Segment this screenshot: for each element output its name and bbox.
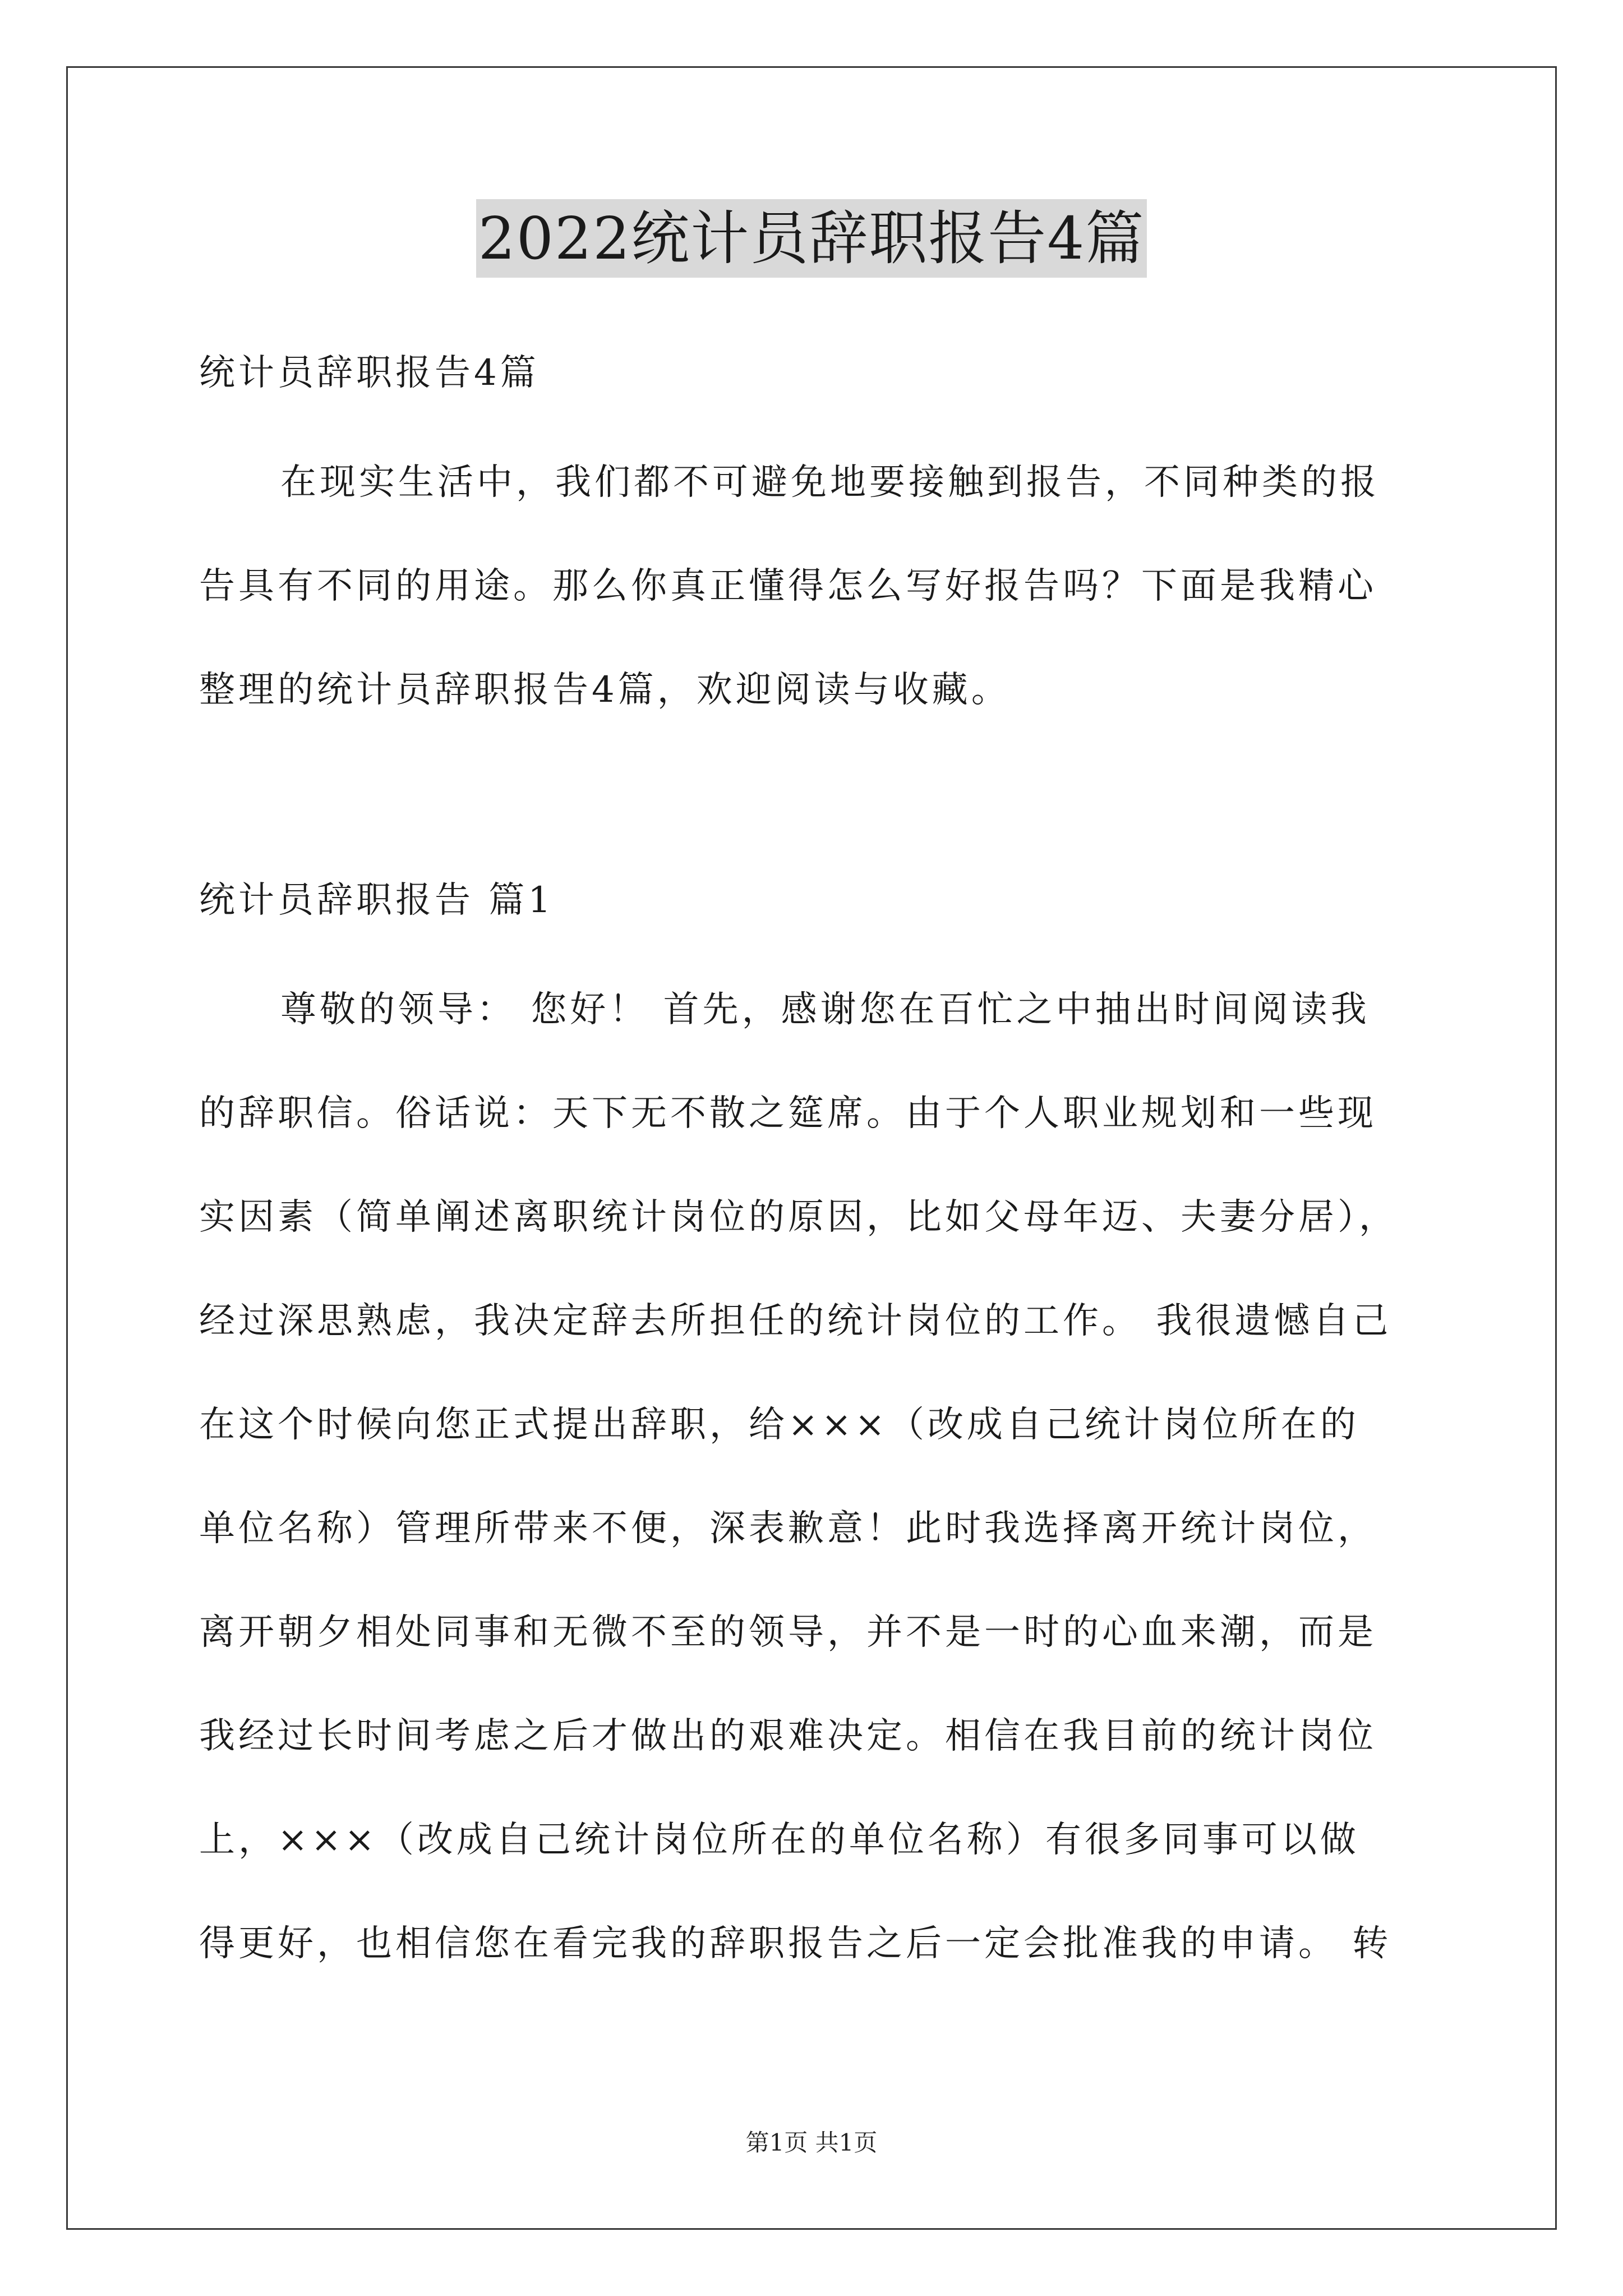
body-line: 我经过长时间考虑之后才做出的艰难决定。相信在我目前的统计岗位 <box>199 1715 1377 1757</box>
document-title-text: 2022统计员辞职报告4篇 <box>476 199 1147 278</box>
page-footer: 第1页 共1页 <box>745 2129 878 2156</box>
body-line: 的辞职信。俗话说：天下无不散之筵席。由于个人职业规划和一些现 <box>199 1093 1377 1134</box>
document-title <box>0 199 1623 278</box>
body-line: 单位名称）管理所带来不便，深表歉意！此时我选择离开统计岗位， <box>199 1508 1377 1549</box>
body-line: 上，×××（改成自己统计岗位所在的单位名称）有很多同事可以做 <box>199 1819 1359 1861</box>
body-line: 离开朝夕相处同事和无微不至的领导，并不是一时的心血来潮，而是 <box>199 1612 1377 1653</box>
intro-line: 在现实生活中，我们都不可避免地要接触到报告，不同种类的报 <box>280 462 1380 503</box>
body-line: 经过深思熟虑，我决定辞去所担任的统计岗位的工作。 我很遗憾自己 <box>199 1300 1392 1342</box>
body-line: 得更好，也相信您在看完我的辞职报告之后一定会批准我的申请。 转 <box>199 1923 1392 1964</box>
body-line: 尊敬的领导： 您好！ 首先，感谢您在百忙之中抽出时间阅读我 <box>280 989 1370 1030</box>
intro-line: 告具有不同的用途。那么你真正懂得怎么写好报告吗？下面是我精心 <box>199 565 1377 607</box>
intro-line: 整理的统计员辞职报告4篇，欢迎阅读与收藏。 <box>199 669 1011 711</box>
document-subtitle: 统计员辞职报告4篇 <box>199 352 540 394</box>
section-heading: 统计员辞职报告 篇1 <box>199 880 555 921</box>
body-line: 在这个时候向您正式提出辞职，给×××（改成自己统计岗位所在的 <box>199 1404 1359 1446</box>
body-line: 实因素（简单阐述离职统计岗位的原因，比如父母年迈、夫妻分居）， <box>199 1197 1398 1238</box>
